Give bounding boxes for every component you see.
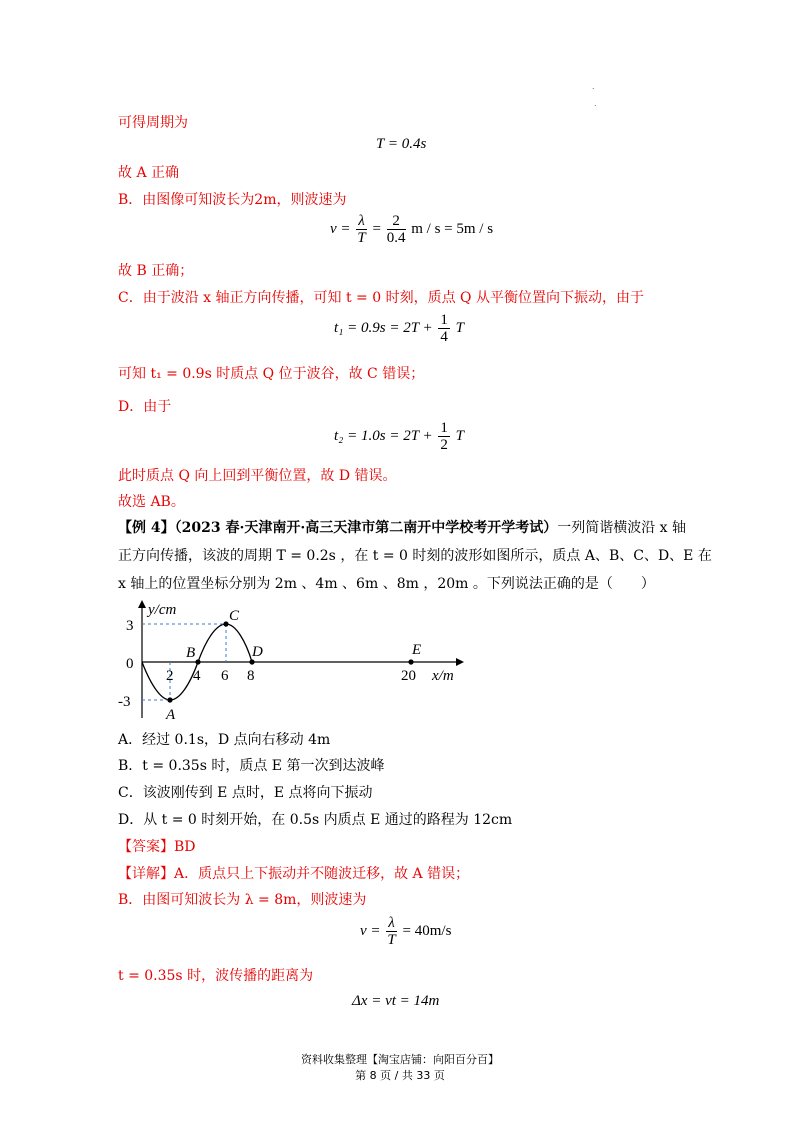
detail-tag: 【详解】 [118,866,174,882]
answer-line [118,837,196,857]
solution-line: 故选 AB。 [118,494,185,510]
option-b: B．t = 0.35s 时，质点 E 第一次到达波峰 [118,758,385,774]
example-tag: 【例 4】 [118,520,175,536]
solution-line: 可得周期为 [118,115,188,131]
equation-t1: t₁ = 0.9s = 2T + $\frac{1}{4}$ T [334,312,465,345]
solution-line: D．由于 [118,399,172,415]
solution-line: 故 B 正确； [118,263,194,279]
y-tick-3: 3 [126,618,134,634]
point-b-label: B [186,645,196,661]
point-e-dot [408,659,413,664]
wave-graph [110,598,480,726]
detail-line: 【详解】A．质点只上下振动并不随波迁移，故 A 错误； [118,866,470,882]
solution-line: 可知 t₁ = 0.9s 时质点 Q 位于波谷，故 C 错误； [118,366,425,382]
x-tick-20: 20 [401,668,416,684]
answer-value: BD [174,839,196,855]
equation-t2: t₂ = 1.0s = 2T + $\frac{1}{2}$ T [334,420,465,453]
corner-mark: . [594,99,597,108]
corner-mark: . [592,82,595,91]
x-tick-8: 8 [247,668,255,684]
solution-line: C．由于波沿 x 轴正方向传播，可知 t = 0 时刻，质点 Q 从平衡位置向下振动，由于 [118,290,644,306]
answer-tag: 【答案】 [118,839,174,855]
option-d: D．从 t = 0 时刻开始，在 0.5s 内质点 E 通过的路程为 12cm [118,812,513,828]
example-text: 一列简谐横波沿 x 轴 [557,520,687,536]
footer-page-number: 第 8 页 / 共 33 页 [355,1069,445,1082]
equation-velocity: v = $\frac{\lambda}{T}$ = $\frac{2}{0.4}$ m / s = 5m / s [330,213,494,246]
x-tick-6: 6 [221,668,229,684]
equation-velocity-2: v = $\frac{\lambda}{T}$ = 40m/s [360,915,452,948]
y-tick-neg3: -3 [118,694,131,710]
option-a: A．经过 0.1s，D 点向右移动 4m [118,732,331,748]
y-axis-label: y/cm [148,602,177,618]
point-b-dot [195,659,200,664]
y-tick-0: 0 [126,656,134,672]
detail-line: B．由图可知波长为 λ = 8m，则波速为 [118,892,367,908]
solution-line: 此时质点 Q 向上回到平衡位置，故 D 错误。 [118,468,397,484]
footer-source: 资料收集整理【淘宝店铺：向阳百分百】 [301,1053,499,1066]
point-a-label: A [166,707,176,723]
equation-distance: Δx = vt = 14m [352,993,440,1009]
example-header [118,518,686,538]
example-text: 正方向传播，该波的周期 T = 0.2s ，在 t = 0 时刻的波形如图所示，质点 A、B、C、D、E 在 [118,548,712,564]
x-axis-arrow [456,658,464,666]
option-c: C．该波刚传到 E 点时，E 点将向下振动 [118,785,373,801]
point-e-label: E [412,642,422,658]
point-d-label: D [252,644,263,660]
x-tick-2: 2 [166,668,174,684]
example-source: （2023 春·天津南开·高三天津市第二南开中学校考开学考试） [174,520,558,536]
solution-line: 故 A 正确 [118,165,180,181]
point-a-dot [167,697,172,702]
x-tick-4: 4 [193,668,201,684]
point-c-label: C [229,608,240,624]
solution-line: B．由图像可知波长为2m，则波速为 [118,192,347,208]
detail-line: t = 0.35s 时，波传播的距离为 [118,968,314,984]
point-d-dot [249,659,254,664]
example-text: x 轴上的位置坐标分别为 2m 、4m 、6m 、8m ，20m 。下列说法正确的是（ ） [118,576,655,592]
point-c-dot [223,621,228,626]
equation-period: T = 0.4s [376,136,427,152]
x-axis-label: x/m [432,668,454,684]
y-axis-arrow [138,600,146,608]
